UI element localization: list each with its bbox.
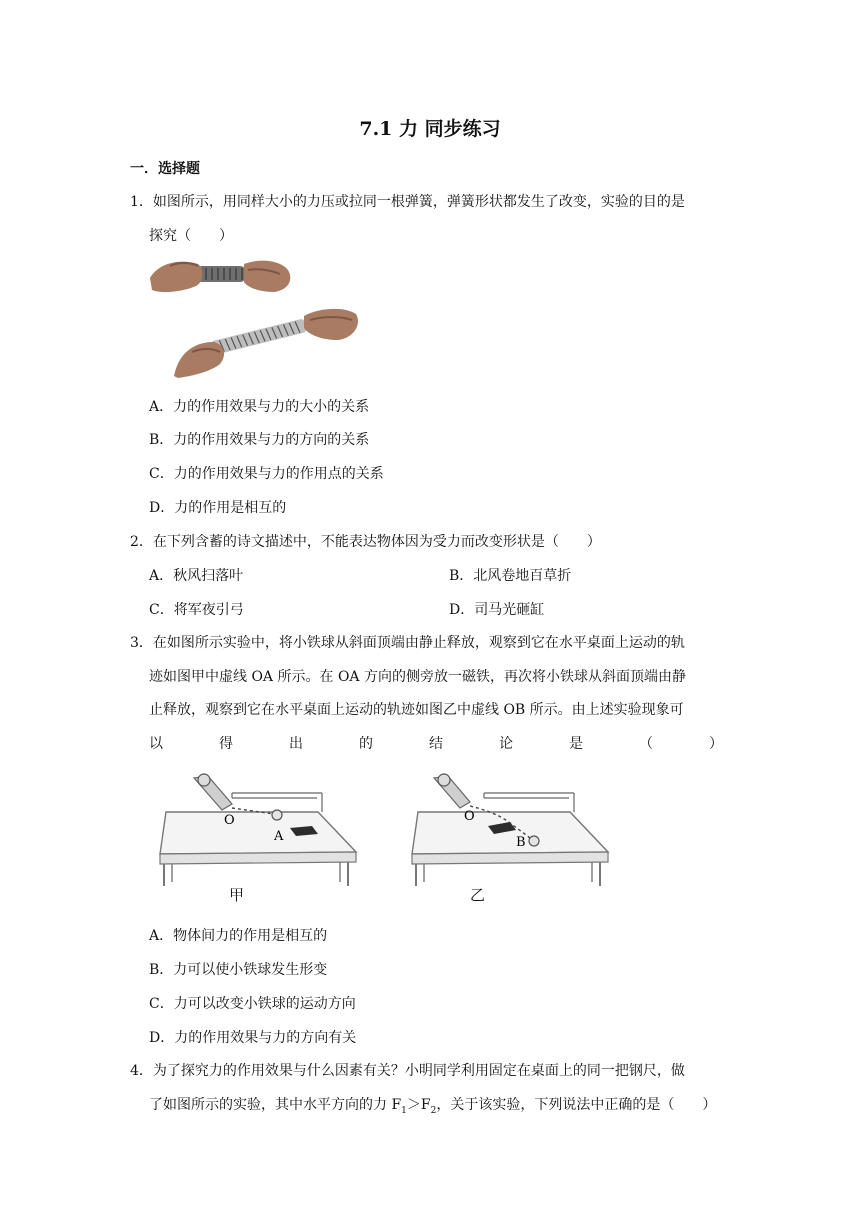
word: 论 bbox=[499, 736, 513, 752]
hand-left-top bbox=[150, 262, 202, 292]
q3-option-c: C．力可以改变小铁球的运动方向 bbox=[149, 996, 356, 1012]
subscript: 1 bbox=[401, 1105, 407, 1116]
caption-jia: 甲 bbox=[229, 886, 245, 904]
q1-option-b: B．力的作用效果与力的方向的关系 bbox=[149, 432, 370, 448]
word: 出 bbox=[289, 736, 303, 752]
word: 得 bbox=[219, 736, 233, 752]
q1-option-c: C．力的作用效果与力的作用点的关系 bbox=[149, 466, 384, 482]
label-o: O bbox=[464, 809, 475, 824]
q1-option-d: D．力的作用是相互的 bbox=[149, 500, 287, 516]
q2-option-c: C．将军夜引弓 bbox=[149, 602, 244, 618]
question-3-text: 3．在如图所示实验中，将小铁球从斜面顶端由静止释放，观察到它在水平桌面上运动的轨 bbox=[130, 635, 685, 651]
label-a: A bbox=[274, 829, 284, 844]
q1-option-a: A．力的作用效果与力的大小的关系 bbox=[149, 399, 370, 415]
subscript: 2 bbox=[430, 1105, 437, 1116]
page-title: 7.1 力 同步练习 bbox=[359, 118, 501, 140]
q2-option-a: A．秋风扫落叶 bbox=[149, 568, 244, 584]
question-3-text-cont-3 bbox=[149, 733, 723, 753]
word: 结 bbox=[429, 736, 443, 752]
q3-option-d: D．力的作用效果与力的方向有关 bbox=[149, 1030, 357, 1046]
spring-figure bbox=[148, 256, 363, 378]
q4-text-part: ，关于该实验，下列说法中正确的是（ ） bbox=[436, 1097, 717, 1113]
question-1-text-cont: 探究（ ） bbox=[149, 228, 233, 244]
question-1-text: 1．如图所示，用同样大小的力压或拉同一根弹簧，弹簧形状都发生了改变，实验的目的是 bbox=[130, 194, 685, 210]
word: ） bbox=[709, 736, 723, 752]
word: 的 bbox=[359, 736, 373, 752]
word: 是 bbox=[569, 736, 583, 752]
question-4-text-cont bbox=[149, 1094, 716, 1116]
question-3-text-cont-1: 迹如图甲中虚线 OA 所示。在 OA 方向的侧旁放一磁铁，再次将小铁球从斜面顶端由静 bbox=[149, 669, 686, 685]
label-o: O bbox=[224, 813, 235, 828]
q3-option-a: A．物体间力的作用是相互的 bbox=[149, 928, 328, 944]
word: （ bbox=[639, 736, 653, 752]
q2-option-b: B．北风卷地百草折 bbox=[449, 568, 572, 584]
table-figure-jia bbox=[152, 768, 362, 890]
label-b: B bbox=[516, 835, 526, 850]
caption-yi: 乙 bbox=[470, 886, 486, 904]
table-figure-yi bbox=[404, 768, 614, 890]
question-2-text: 2．在下列含蓄的诗文描述中，不能表达物体因为受力而改变形状是（ ） bbox=[130, 534, 601, 550]
word: 以 bbox=[149, 736, 163, 752]
hand-right-bottom bbox=[304, 309, 358, 340]
q4-text-part: ＞F bbox=[406, 1097, 431, 1113]
q2-option-d: D．司马光砸缸 bbox=[449, 602, 545, 618]
q3-option-b: B．力可以使小铁球发生形变 bbox=[149, 962, 328, 978]
question-4-text: 4．为了探究力的作用效果与什么因素有关？小明同学利用固定在桌面上的同一把钢尺，做 bbox=[130, 1063, 685, 1079]
hand-left-bottom bbox=[174, 342, 224, 378]
compressed-spring bbox=[196, 266, 246, 282]
stretched-spring bbox=[209, 318, 307, 355]
question-3-text-cont-2: 止释放，观察到它在水平桌面上运动的轨迹如图乙中虚线 OB 所示。由上述实验现象可 bbox=[149, 702, 684, 718]
hand-right-top bbox=[244, 261, 290, 292]
q4-text-part: 了如图所示的实验，其中水平方向的力 F bbox=[149, 1097, 402, 1113]
section-heading: 一．选择题 bbox=[130, 161, 200, 177]
